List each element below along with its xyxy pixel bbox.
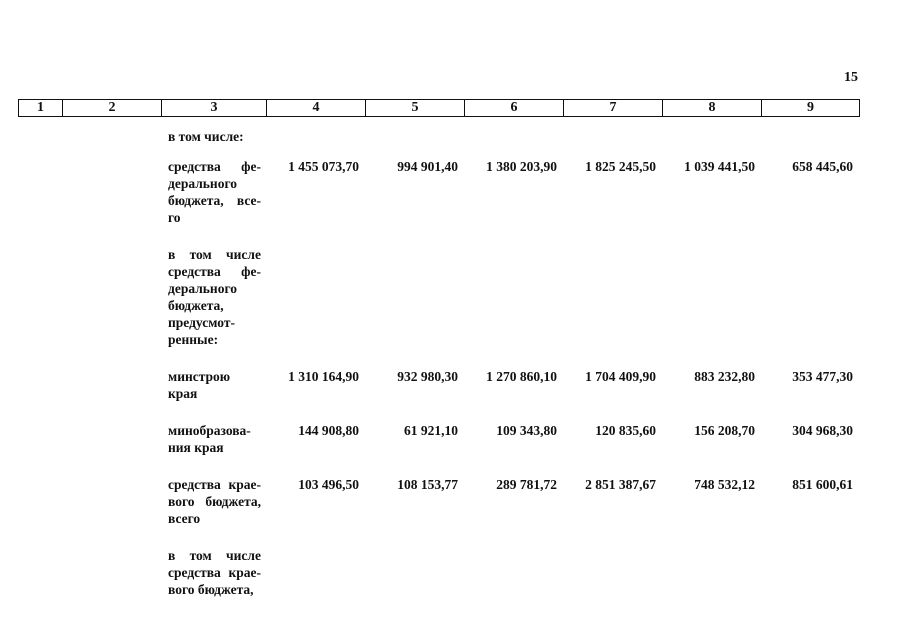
- value-cell: 120 835,60: [595, 423, 656, 438]
- value-cell: [662, 246, 761, 368]
- value-cell: 144 908,80: [298, 423, 359, 438]
- value-cell: 304 968,30: [792, 423, 853, 438]
- value-cell: 994 901,40: [397, 159, 458, 174]
- value-cell: [761, 128, 859, 158]
- value-cell: 1 704 409,90: [585, 369, 656, 384]
- value-cell: [563, 128, 662, 158]
- table-row: [18, 422, 859, 476]
- value-cell: 851 600,61: [792, 477, 853, 492]
- value-cell: 289 781,72: [496, 477, 557, 492]
- value-cell: [266, 547, 365, 598]
- value-cell: [266, 128, 365, 158]
- header-cell: 5: [366, 100, 465, 117]
- value-cell: [662, 128, 761, 158]
- value-cell: 2 851 387,67: [585, 477, 656, 492]
- value-cell: 61 921,10: [404, 423, 458, 438]
- value-cell: 1 310 164,90: [288, 369, 359, 384]
- header-cell: 1: [19, 100, 63, 117]
- column-number-header: [18, 99, 860, 117]
- value-cell: 1 270 860,10: [486, 369, 557, 384]
- header-cell: 6: [465, 100, 564, 117]
- value-cell: 1 455 073,70: [288, 159, 359, 174]
- value-cell: [365, 246, 464, 368]
- row-label: средства фе-дерального бюджета, все-го: [168, 159, 261, 225]
- row-label: минстрою края: [168, 369, 231, 401]
- value-cell: 883 232,80: [694, 369, 755, 384]
- value-cell: [365, 128, 464, 158]
- value-cell: 109 343,80: [496, 423, 557, 438]
- row-label: в том числе средства фе-дерального бюджета, предусмот-ренные:: [168, 247, 261, 347]
- header-cell: 2: [63, 100, 162, 117]
- budget-table: [18, 128, 859, 598]
- value-cell: 1 825 245,50: [585, 159, 656, 174]
- header-cell: 8: [663, 100, 762, 117]
- value-cell: 103 496,50: [298, 477, 359, 492]
- value-cell: 1 380 203,90: [486, 159, 557, 174]
- value-cell: [365, 547, 464, 598]
- page-number: 15: [844, 70, 858, 85]
- value-cell: 1 039 441,50: [684, 159, 755, 174]
- value-cell: 748 532,12: [694, 477, 755, 492]
- value-cell: [563, 246, 662, 368]
- table-row: [18, 368, 859, 422]
- header-row: [19, 100, 860, 117]
- header-cell: 4: [267, 100, 366, 117]
- value-cell: [464, 246, 563, 368]
- row-label: средства крае-вого бюджета, всего: [168, 477, 261, 526]
- value-cell: 108 153,77: [397, 477, 458, 492]
- value-cell: 156 208,70: [694, 423, 755, 438]
- row-label: в том числе средства крае-вого бюджета,: [168, 548, 261, 597]
- row-label: в том числе:: [168, 129, 244, 144]
- value-cell: [662, 547, 761, 598]
- value-cell: 658 445,60: [792, 159, 853, 174]
- value-cell: 353 477,30: [792, 369, 853, 384]
- row-label: минобразова-ния края: [168, 423, 251, 455]
- header-cell: 7: [564, 100, 663, 117]
- table-row: [18, 246, 859, 368]
- table-row: [18, 547, 859, 598]
- value-cell: [761, 547, 859, 598]
- table-row: [18, 158, 859, 246]
- table-row: [18, 128, 859, 158]
- header-cell: 3: [162, 100, 267, 117]
- header-cell: 9: [762, 100, 860, 117]
- table-row: [18, 476, 859, 547]
- value-cell: [464, 128, 563, 158]
- value-cell: 932 980,30: [397, 369, 458, 384]
- value-cell: [464, 547, 563, 598]
- value-cell: [266, 246, 365, 368]
- value-cell: [563, 547, 662, 598]
- value-cell: [761, 246, 859, 368]
